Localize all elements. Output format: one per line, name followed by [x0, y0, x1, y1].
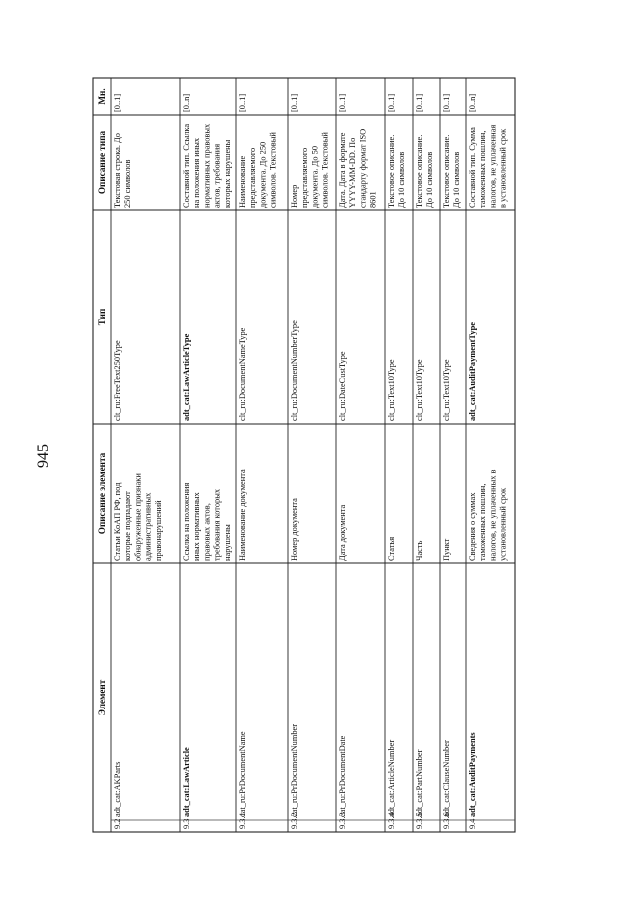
- row-number: 9.3.5: [415, 812, 424, 829]
- type-description: Наименование: [238, 155, 247, 208]
- type-description: документа. До 250: [258, 141, 268, 208]
- type-description: Составной тип. Ссылка: [182, 123, 191, 208]
- type-description: Номер: [290, 184, 299, 208]
- element-description: Ссылка на положения: [182, 482, 191, 561]
- type-name: clt_ru:FreeText250Type: [113, 340, 122, 421]
- multiplicity: [0..1]: [113, 93, 122, 112]
- type-name: clt_ru:DocumentNumberType: [290, 320, 299, 421]
- row-number: 9.3.2: [290, 812, 299, 829]
- multiplicity: [0..1]: [290, 93, 299, 112]
- type-description: До 10 символов: [397, 151, 407, 208]
- row-number: 9.4: [468, 818, 477, 829]
- type-name: clt_ru:DocumentNameType: [238, 327, 247, 421]
- type-description: стандарту формат ISO: [358, 128, 368, 208]
- type-description: на положения иных: [192, 137, 202, 208]
- multiplicity: [0..1]: [387, 93, 396, 112]
- row-number: 9.2: [113, 818, 122, 829]
- element-description: правонарушений: [153, 500, 163, 561]
- multiplicity: [0..n]: [468, 93, 477, 112]
- type-description: До 10 символов: [452, 151, 462, 208]
- element-description: нарушены: [222, 524, 232, 561]
- type-name: clt_ru:Text10Type: [415, 359, 424, 421]
- type-description: символов. Текстовый: [268, 132, 278, 208]
- element-description: Наименование документа: [238, 469, 247, 561]
- multiplicity: [0..n]: [182, 93, 191, 112]
- element-description: Номер документа: [290, 498, 299, 561]
- element-name: cat_ru:PrDocumentName: [238, 731, 247, 817]
- type-description: документа. До 50: [310, 145, 320, 208]
- type-description: 250 символов: [123, 159, 133, 208]
- element-name: cat_ru:PrDocumentNumber: [290, 723, 299, 817]
- type-description: в установленный срок: [498, 128, 508, 208]
- element-description: требования которых: [212, 488, 222, 561]
- element-name: adt_cat:PartNumber: [415, 749, 424, 817]
- element-name: cat_ru:PrDocumentDate: [338, 735, 347, 817]
- element-description: правовых актов,: [202, 503, 212, 561]
- column-header: Элемент: [97, 679, 107, 716]
- element-description: установленный срок: [498, 487, 508, 561]
- element-description: иных нормативных: [192, 492, 202, 561]
- element-description: Пункт: [442, 538, 451, 561]
- element-description: Статья: [387, 536, 396, 561]
- element-description: Дата документа: [338, 504, 347, 561]
- element-description: Часть: [415, 540, 424, 561]
- type-description: До 10 символов: [425, 151, 435, 208]
- type-description: Текстовая строка. До: [113, 133, 122, 208]
- row-number: 9.3.4: [387, 812, 396, 829]
- column-header: Мн.: [97, 88, 107, 105]
- type-description: Составной тип. Сумма: [468, 127, 477, 208]
- multiplicity: [0..1]: [442, 93, 451, 112]
- type-description: Текстовое описание.: [415, 134, 424, 208]
- element-description: таможенных пошлин,: [478, 483, 488, 561]
- type-description: представляемого: [300, 147, 310, 208]
- type-description: Текстовое описание.: [387, 134, 396, 208]
- type-name: adt_cat:AuditPaymentType: [468, 322, 477, 421]
- multiplicity: [0..1]: [415, 93, 424, 112]
- type-description: YYYY-MM-DD. По: [348, 137, 358, 208]
- type-description: 8601: [368, 191, 378, 208]
- type-description: актов, требования: [212, 143, 222, 208]
- element-description: налогов, не уплаченных в: [488, 469, 498, 561]
- type-description: Текстовое описание.: [442, 134, 451, 208]
- element-name: adt_cat:AKParts: [113, 761, 122, 817]
- element-name: adt_cat:ClauseNumber: [442, 740, 451, 817]
- element-description: Сведения о суммах: [468, 492, 477, 561]
- type-name: clt_ru:Text10Type: [442, 359, 451, 421]
- type-description: которых нарушены: [222, 139, 232, 208]
- element-description: Статьи КоАП РФ, под: [113, 482, 122, 561]
- column-header: Тип: [97, 308, 107, 326]
- type-description: налогов, не уплаченная: [488, 124, 498, 208]
- row-number: 9.3.3: [338, 812, 347, 829]
- row-number: 9.3.6: [442, 812, 451, 829]
- element-name: adt_cat:ArticleNumber: [387, 739, 396, 817]
- type-name: adt_cat:LawArticleType: [182, 333, 191, 421]
- multiplicity: [0..1]: [238, 93, 247, 112]
- type-description: Дата. Дата в формате: [338, 132, 347, 208]
- multiplicity: [0..1]: [338, 93, 347, 112]
- column-header: Описание типа: [97, 130, 107, 195]
- column-header: Описание элемента: [97, 452, 107, 535]
- page-number: 945: [35, 444, 52, 468]
- type-description: символов. Текстовый: [320, 132, 330, 208]
- type-description: нормативных правовых: [202, 123, 212, 208]
- type-description: представляемого: [248, 147, 258, 208]
- type-name: clt_ru:Text10Type: [387, 359, 396, 421]
- element-description: административных: [143, 492, 153, 561]
- type-name: clt_ru:DateCustType: [338, 351, 347, 421]
- element-name: adt_cat:AuditPayments: [468, 732, 477, 817]
- row-number: 9.3: [182, 818, 191, 829]
- row-number: 9.3.1: [238, 812, 247, 829]
- type-description: таможенных пошлин,: [478, 130, 488, 208]
- table: [93, 78, 515, 832]
- element-name: adt_cat:LawArticle: [182, 747, 191, 817]
- element-description: обнаруженные признаки: [133, 473, 143, 561]
- element-description: которые подпадают: [123, 491, 133, 561]
